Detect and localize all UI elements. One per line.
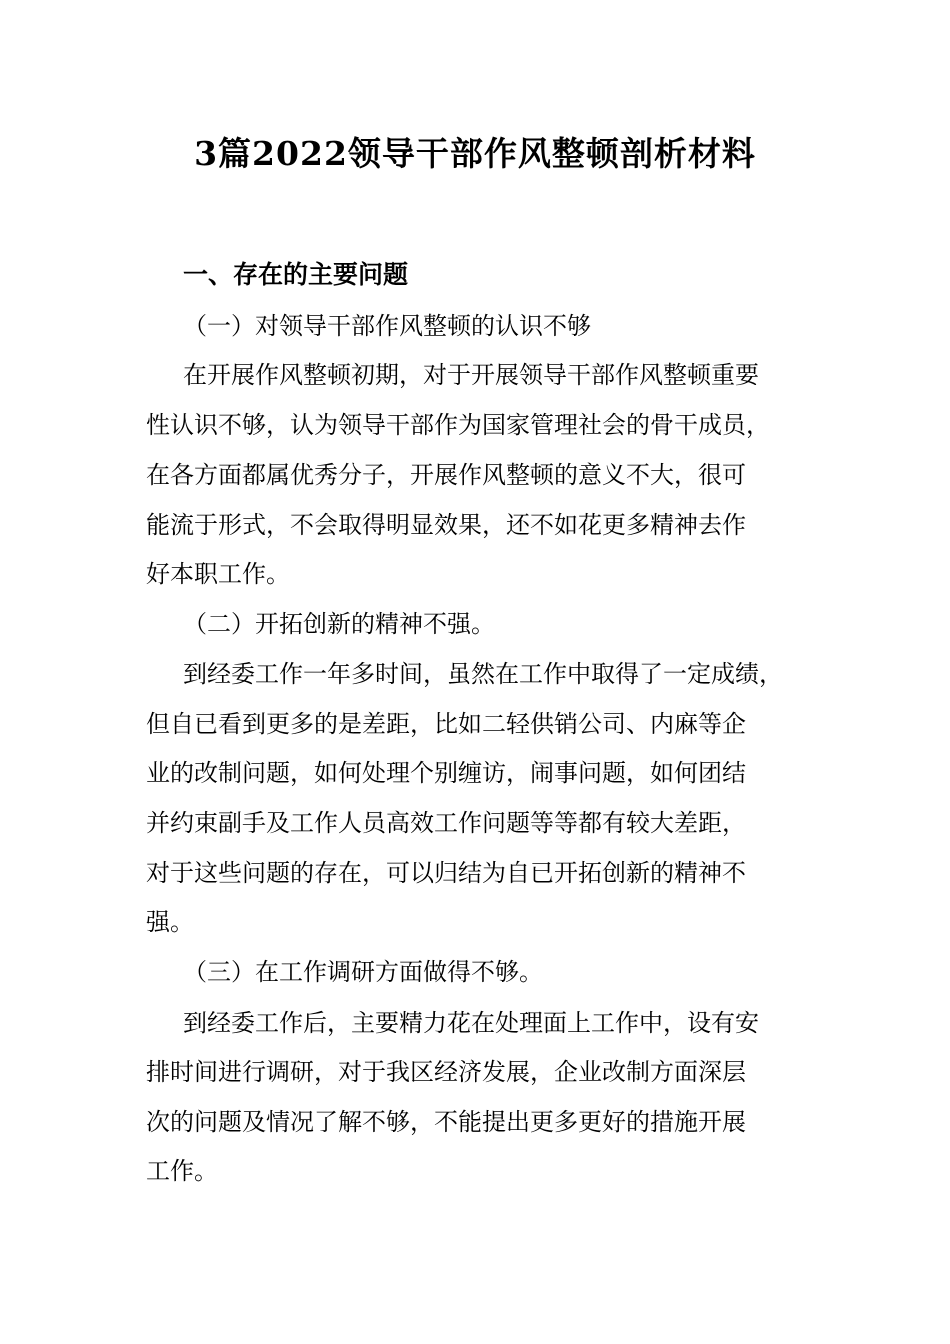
paragraph-line: 但自已看到更多的是差距，比如二轻供销公司、内麻等企 xyxy=(146,710,746,738)
paragraph-line: 到经委工作后，主要精力花在处理面上工作中，设有安 xyxy=(183,1009,759,1037)
paragraph-line: 好本职工作。 xyxy=(146,560,290,588)
paragraph-line: 在各方面都属优秀分子，开展作风整顿的意义不大，很可 xyxy=(146,461,746,489)
paragraph-line: 能流于形式，不会取得明显效果，还不如花更多精神去作 xyxy=(146,511,746,539)
item3-heading: （三）在工作调研方面做得不够。 xyxy=(183,958,543,986)
paragraph-line: 到经委工作一年多时间，虽然在工作中取得了一定成绩， xyxy=(183,660,783,688)
document-title: 3篇2022领导干部作风整顿剖析材料 xyxy=(194,134,756,173)
paragraph-line: 工作。 xyxy=(146,1157,218,1185)
item1-heading: （一）对领导干部作风整顿的认识不够 xyxy=(183,312,591,340)
section-heading: 一、存在的主要问题 xyxy=(183,260,409,289)
item2-heading: （二）开拓创新的精神不强。 xyxy=(183,610,495,638)
paragraph-line: 排时间进行调研，对于我区经济发展，企业改制方面深层 xyxy=(146,1058,746,1086)
paragraph-line: 对于这些问题的存在，可以归结为自已开拓创新的精神不 xyxy=(146,859,746,887)
paragraph-line: 性认识不够，认为领导干部作为国家管理社会的骨干成员， xyxy=(146,411,770,439)
paragraph-line: 次的问题及情况了解不够，不能提出更多更好的措施开展 xyxy=(146,1108,746,1136)
paragraph-line: 业的改制问题，如何处理个别缠访，闹事问题，如何团结 xyxy=(146,759,746,787)
paragraph-line: 并约束副手及工作人员高效工作问题等等都有较大差距， xyxy=(146,809,746,837)
paragraph-line: 在开展作风整顿初期，对于开展领导干部作风整顿重要 xyxy=(183,361,759,389)
paragraph-line: 强。 xyxy=(146,908,194,936)
